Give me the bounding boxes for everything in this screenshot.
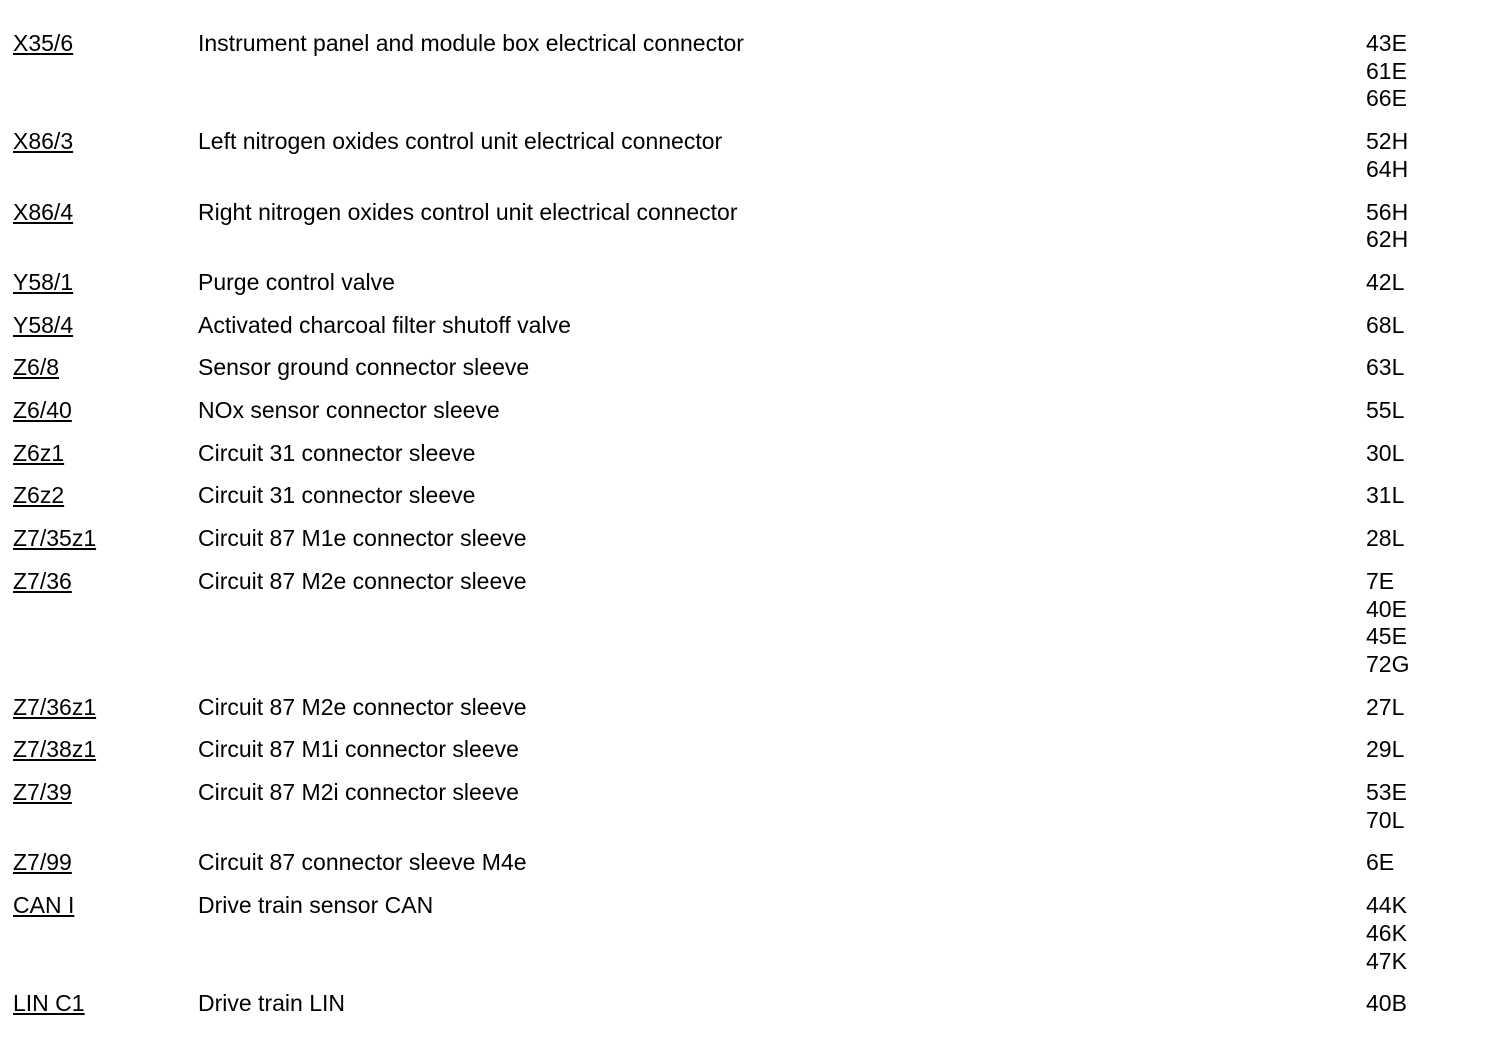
grid-locations (1366, 269, 1404, 297)
component-code-link[interactable]: Z6/8 (13, 354, 60, 381)
grid-location: 52H (1366, 128, 1409, 155)
grid-location: 42L (1366, 268, 1405, 295)
grid-location: 62H (1366, 226, 1409, 253)
component-description: Instrument panel and module box electrical connector (198, 30, 744, 56)
legend-row (13, 199, 1493, 254)
grid-location: 44K (1366, 892, 1407, 919)
grid-locations (1366, 990, 1407, 1018)
grid-location: 64H (1366, 155, 1409, 182)
grid-locations (1366, 354, 1404, 382)
grid-location: 46K (1366, 919, 1407, 946)
legend-row (13, 779, 1493, 834)
component-description: Purge control valve (198, 268, 395, 295)
component-code-link[interactable]: Z6z1 (13, 439, 65, 466)
grid-locations (1366, 397, 1404, 425)
grid-locations (1366, 312, 1404, 340)
grid-location: 31L (1366, 482, 1405, 509)
grid-location: 55L (1366, 397, 1405, 424)
grid-location: 56H (1366, 198, 1409, 225)
component-description: Left nitrogen oxides control unit electrical connector (198, 128, 723, 155)
legend-row (13, 525, 1493, 553)
legend-row (13, 482, 1493, 510)
grid-location: 53E (1366, 779, 1407, 806)
legend-row (13, 990, 1493, 1018)
grid-locations (1366, 892, 1407, 975)
component-legend-table (13, 30, 1493, 1033)
grid-location: 66E (1366, 85, 1407, 112)
component-description: Circuit 87 connector sleeve M4e (198, 849, 527, 876)
legend-row (13, 849, 1493, 877)
component-description: Circuit 87 M2e connector sleeve (198, 567, 527, 594)
grid-locations (1366, 482, 1404, 510)
legend-row (13, 397, 1493, 425)
component-description: Drive train LIN (198, 990, 345, 1017)
grid-locations (1366, 440, 1404, 468)
legend-row (13, 440, 1493, 468)
grid-location: 7E (1366, 567, 1395, 594)
component-code-link[interactable]: LIN C1 (13, 990, 85, 1017)
component-description: Circuit 87 M2i connector sleeve (198, 779, 519, 806)
grid-locations (1366, 779, 1407, 834)
component-description: Sensor ground connector sleeve (198, 354, 530, 381)
legend-row (13, 128, 1493, 183)
grid-location: 28L (1366, 525, 1405, 552)
legend-row (13, 736, 1493, 764)
grid-location: 40E (1366, 595, 1407, 622)
grid-location: 30L (1366, 439, 1405, 466)
grid-location: 70L (1366, 806, 1405, 833)
component-code-link[interactable]: X86/4 (13, 198, 74, 225)
grid-location: 27L (1366, 693, 1405, 720)
grid-locations (1366, 128, 1408, 183)
component-code-link[interactable]: Z7/36z1 (13, 693, 97, 720)
grid-location: 61E (1366, 57, 1407, 84)
component-description: Circuit 31 connector sleeve (198, 439, 476, 466)
component-code-link[interactable]: Z7/35z1 (13, 525, 97, 552)
legend-row (13, 312, 1493, 340)
grid-locations (1366, 694, 1404, 722)
component-code-link[interactable]: X86/3 (13, 128, 74, 155)
legend-row (13, 30, 1493, 113)
component-code-link[interactable]: Y58/4 (13, 311, 74, 338)
grid-location: 72G (1366, 650, 1410, 677)
grid-location: 47K (1366, 947, 1407, 974)
component-code-link[interactable]: Z7/38z1 (13, 736, 97, 763)
component-description: Circuit 87 M2e connector sleeve (198, 693, 527, 720)
component-description: Circuit 87 M1i connector sleeve (198, 736, 519, 763)
grid-locations (1366, 568, 1409, 679)
grid-location: 40B (1366, 990, 1407, 1017)
grid-location: 45E (1366, 623, 1407, 650)
component-code-link[interactable]: Z7/39 (13, 779, 72, 806)
component-code-link[interactable]: Z7/36 (13, 567, 72, 594)
legend-row (13, 568, 1493, 679)
grid-locations (1366, 199, 1408, 254)
legend-row (13, 892, 1493, 975)
grid-locations (1366, 849, 1394, 877)
grid-locations (1366, 30, 1407, 113)
component-description: Activated charcoal filter shutoff valve (198, 311, 571, 338)
grid-location: 63L (1366, 354, 1405, 381)
grid-locations (1366, 736, 1404, 764)
component-code-link[interactable]: Z6/40 (13, 397, 72, 424)
component-description: Drive train sensor CAN (198, 892, 434, 919)
component-code-link[interactable]: Y58/1 (13, 268, 74, 295)
component-description: NOx sensor connector sleeve (198, 397, 500, 424)
component-description: Circuit 87 M1e connector sleeve (198, 525, 527, 552)
grid-locations (1366, 525, 1404, 553)
component-code-link[interactable]: X35/6 (13, 30, 74, 56)
legend-row (13, 354, 1493, 382)
grid-location: 43E (1366, 30, 1407, 56)
component-code-link[interactable]: CAN I (13, 892, 75, 919)
grid-location: 6E (1366, 849, 1395, 876)
component-code-link[interactable]: Z6z2 (13, 482, 65, 509)
grid-location: 29L (1366, 736, 1405, 763)
legend-row (13, 269, 1493, 297)
legend-row (13, 694, 1493, 722)
component-code-link[interactable]: Z7/99 (13, 849, 72, 876)
grid-location: 68L (1366, 311, 1405, 338)
component-description: Right nitrogen oxides control unit electrical connector (198, 198, 738, 225)
component-description: Circuit 31 connector sleeve (198, 482, 476, 509)
